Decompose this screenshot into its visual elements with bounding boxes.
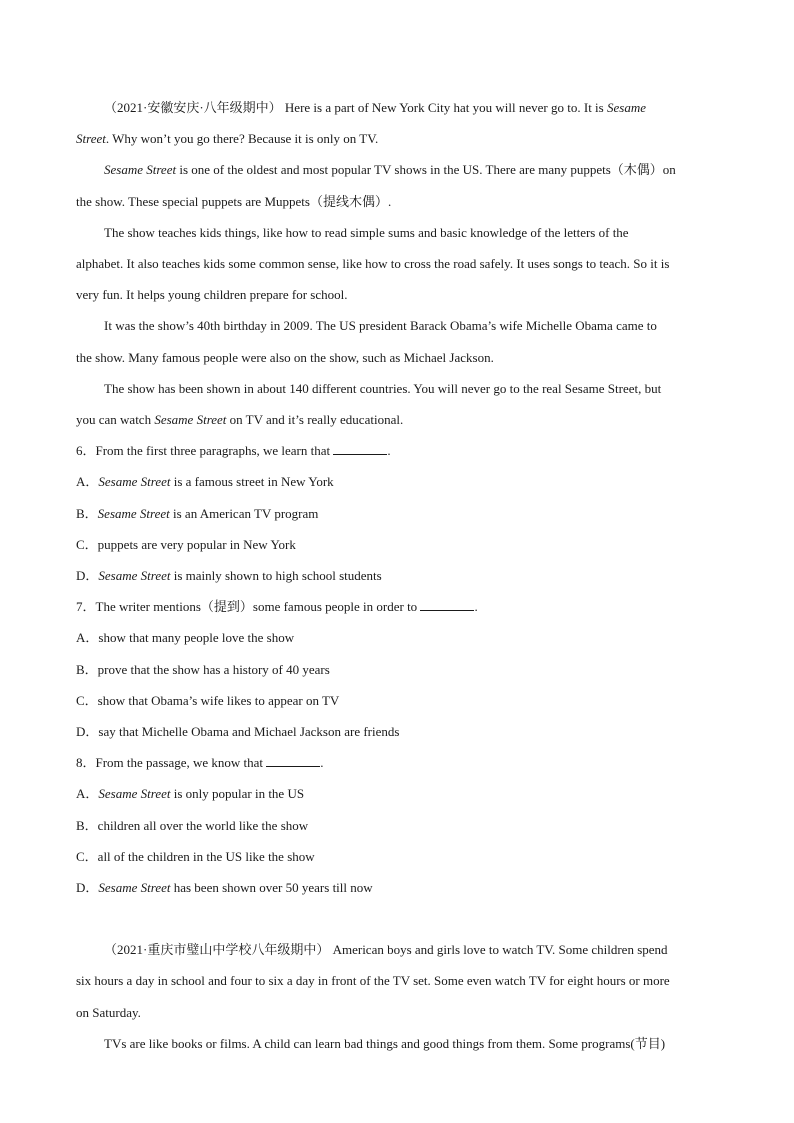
paragraph-line: The show teaches kids things, like how to read simple sums and basic knowledge of the letters of the	[104, 224, 629, 240]
option-c: C．all of the children in the US like the show	[76, 848, 315, 864]
option-d: D．Sesame Street has been shown over 50 years till now	[76, 880, 373, 896]
paragraph-line: Street. Why won’t you go there? Because it is only on TV.	[76, 131, 379, 147]
option-c: C．puppets are very popular in New York	[76, 536, 296, 552]
paragraph-line: （2021·安徽安庆·八年级期中） Here is a part of New York City hat you will never go to. It is Sesame	[104, 100, 646, 115]
option-a: A．Sesame Street is a famous street in New York	[76, 474, 334, 490]
answer-blank	[266, 755, 320, 767]
document-content	[76, 92, 718, 1059]
option-b: B．prove that the show has a history of 40 years	[76, 661, 330, 677]
paragraph-line: the show. These special puppets are Muppets（提线木偶）.	[76, 193, 392, 209]
question-7	[76, 591, 718, 747]
option-a: A．show that many people love the show	[76, 630, 295, 646]
paragraph-line: six hours a day in school and four to six a day in front of the TV set. Some even watch TV for eight hours or more	[76, 973, 670, 989]
option-b: B．children all over the world like the show	[76, 817, 309, 833]
paragraph-line: TVs are like books or films. A child can learn bad things and good things from them. Some programs(节目)	[104, 1035, 666, 1051]
question-stem: 7．The writer mentions（提到）some famous people in order to .	[76, 599, 478, 615]
paragraph-line: It was the show’s 40th birthday in 2009. The US president Barack Obama’s wife Michelle Obama came to	[104, 318, 657, 334]
answer-blank	[420, 599, 474, 611]
question-stem: 6．From the first three paragraphs, we learn that .	[76, 443, 391, 459]
option-b: B．Sesame Street is an American TV program	[76, 505, 319, 521]
paragraph-line: Sesame Street is one of the oldest and most popular TV shows in the US. There are many puppets（木偶）on	[104, 162, 676, 178]
option-a: A．Sesame Street is only popular in the US	[76, 786, 305, 802]
paragraph-line: you can watch Sesame Street on TV and it’s really educational.	[76, 412, 404, 428]
paragraph-line: The show has been shown in about 140 different countries. You will never go to the real Sesame Street, but	[104, 380, 662, 396]
paragraph-line: the show. Many famous people were also on the show, such as Michael Jackson.	[76, 349, 494, 365]
question-8	[76, 747, 718, 903]
paragraph-line: alphabet. It also teaches kids some common sense, like how to cross the road safely. It uses songs to teach. So it is	[76, 256, 670, 272]
question-stem: 8．From the passage, we know that .	[76, 755, 324, 771]
question-6	[76, 435, 718, 591]
option-d: D．Sesame Street is mainly shown to high school students	[76, 568, 382, 584]
paragraph-line: （2021·重庆市璧山中学校八年级期中） American boys and girls love to watch TV. Some children spend	[104, 942, 668, 958]
option-c: C．show that Obama’s wife likes to appear on TV	[76, 692, 340, 708]
source-note: （2021·重庆市璧山中学校八年级期中）	[104, 942, 330, 958]
paragraph-line: very fun. It helps young children prepare for school.	[76, 287, 348, 303]
passage-1	[76, 92, 718, 435]
answer-blank	[333, 443, 387, 455]
passage-2	[76, 934, 718, 1059]
option-d: D．say that Michelle Obama and Michael Jackson are friends	[76, 724, 400, 740]
section-gap	[76, 903, 718, 934]
source-note: （2021·安徽安庆·八年级期中）	[104, 100, 282, 115]
paragraph-line: on Saturday.	[76, 1004, 141, 1020]
